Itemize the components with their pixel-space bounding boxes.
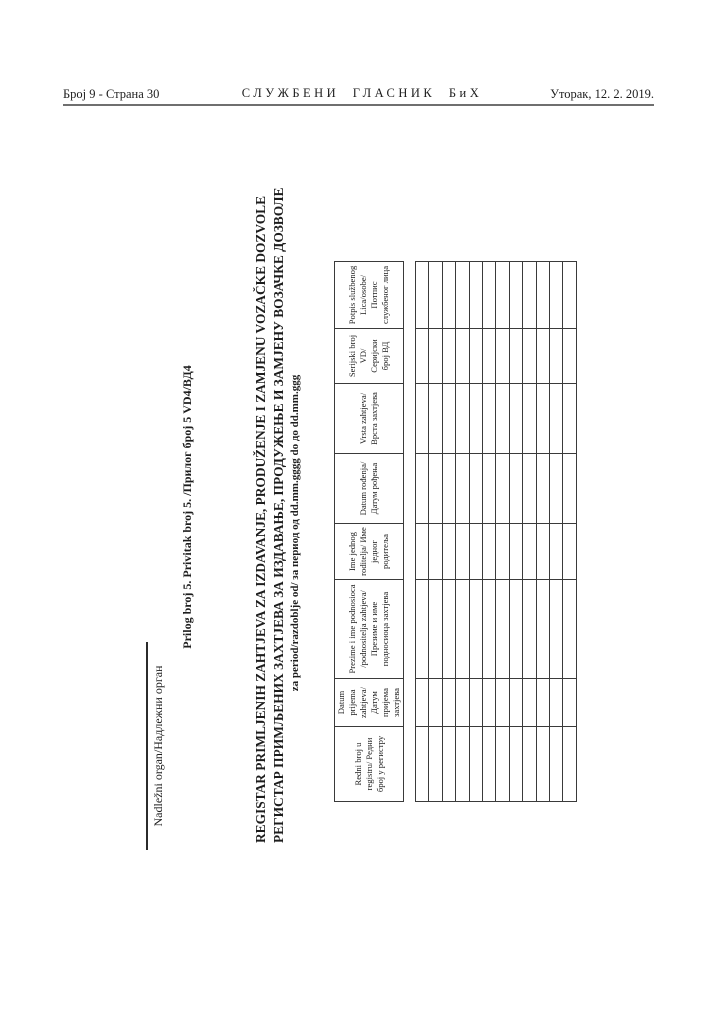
empty-cell bbox=[469, 524, 482, 580]
empty-cell bbox=[482, 262, 495, 329]
table-row bbox=[509, 262, 522, 802]
empty-cell bbox=[442, 679, 455, 727]
empty-cell bbox=[469, 727, 482, 802]
empty-cell bbox=[549, 524, 562, 580]
empty-cell bbox=[523, 329, 536, 384]
column-header: Potpis službenog Lica/osobe/ Потпис службеног лица bbox=[335, 262, 404, 329]
empty-cell bbox=[482, 384, 495, 454]
empty-cell bbox=[509, 384, 522, 454]
landscape-form-sheet bbox=[140, 187, 660, 860]
empty-cell bbox=[509, 454, 522, 524]
header-row bbox=[335, 262, 404, 802]
empty-cell bbox=[442, 384, 455, 454]
empty-cell bbox=[523, 679, 536, 727]
empty-cell bbox=[442, 454, 455, 524]
empty-cell bbox=[496, 679, 509, 727]
empty-cell bbox=[536, 384, 549, 454]
empty-cell bbox=[456, 679, 469, 727]
empty-cell bbox=[456, 454, 469, 524]
table-row bbox=[456, 262, 469, 802]
empty-cell bbox=[442, 329, 455, 384]
empty-cell bbox=[469, 329, 482, 384]
table-row bbox=[496, 262, 509, 802]
empty-cell bbox=[482, 679, 495, 727]
empty-cell bbox=[469, 384, 482, 454]
empty-cell bbox=[549, 727, 562, 802]
empty-cell bbox=[549, 384, 562, 454]
empty-cell bbox=[536, 679, 549, 727]
empty-cell bbox=[456, 524, 469, 580]
column-header: Vrsta zahtjeva/ Врста захтјева bbox=[335, 384, 404, 454]
authority-label: Nadležni organ/Надлежни орган bbox=[151, 665, 165, 827]
empty-cell bbox=[469, 262, 482, 329]
table-row bbox=[549, 262, 562, 802]
column-header: Serijski broj VD/ Серијски број ВД bbox=[335, 329, 404, 384]
column-header: Datum prijema zahtjeva/ Датум пријема захтјева bbox=[335, 679, 404, 727]
column-header: Prezime i ime podnosioca /podnositelja zahtjeva/ Презиме и име подносиоца захтјева bbox=[335, 580, 404, 679]
masthead-rule bbox=[63, 104, 654, 106]
empty-cell bbox=[549, 329, 562, 384]
empty-cell bbox=[416, 580, 429, 679]
empty-cell bbox=[429, 384, 442, 454]
empty-cell bbox=[456, 262, 469, 329]
empty-cell bbox=[549, 262, 562, 329]
empty-cell bbox=[496, 329, 509, 384]
empty-cell bbox=[442, 262, 455, 329]
empty-cell bbox=[509, 329, 522, 384]
empty-cell bbox=[456, 727, 469, 802]
empty-cell bbox=[509, 580, 522, 679]
annex-label: Prilog broj 5. Privitak broj 5. /Прилог број 5 VD4/ВД4 bbox=[180, 365, 194, 649]
form-period-line: za period/razdoblje od/ за период од dd.mm.gggg do до dd.mm.ggg bbox=[289, 374, 302, 692]
empty-cell bbox=[563, 580, 576, 679]
empty-cell bbox=[509, 262, 522, 329]
empty-cell bbox=[482, 580, 495, 679]
empty-cell bbox=[523, 727, 536, 802]
form-title-latin: REGISTAR PRIMLJENIH ZAHTJEVA ZA IZDAVANJE, PRODUŽENJE I ZAMJENU VOZAČKE DOZVOLE bbox=[253, 195, 268, 843]
empty-cell bbox=[536, 524, 549, 580]
empty-cell bbox=[563, 454, 576, 524]
masthead-date: Уторак, 12. 2. 2019. bbox=[550, 87, 654, 101]
register-table bbox=[334, 261, 577, 802]
register-table-body bbox=[415, 261, 577, 802]
table-row bbox=[482, 262, 495, 802]
empty-cell bbox=[482, 727, 495, 802]
table-row bbox=[442, 262, 455, 802]
empty-cell bbox=[416, 384, 429, 454]
empty-cell bbox=[509, 524, 522, 580]
empty-cell bbox=[482, 329, 495, 384]
empty-cell bbox=[536, 262, 549, 329]
empty-cell bbox=[563, 329, 576, 384]
empty-cell bbox=[496, 580, 509, 679]
empty-cell bbox=[496, 454, 509, 524]
empty-cell bbox=[509, 727, 522, 802]
empty-cell bbox=[456, 580, 469, 679]
table-row bbox=[536, 262, 549, 802]
empty-cell bbox=[416, 524, 429, 580]
empty-cell bbox=[442, 524, 455, 580]
empty-cell bbox=[523, 262, 536, 329]
empty-cell bbox=[429, 524, 442, 580]
empty-cell bbox=[416, 454, 429, 524]
empty-cell bbox=[496, 524, 509, 580]
empty-cell bbox=[549, 580, 562, 679]
table-row bbox=[523, 262, 536, 802]
empty-cell bbox=[563, 262, 576, 329]
column-header: Datum rođenja/ Датум рођења bbox=[335, 454, 404, 524]
table-row bbox=[416, 262, 429, 802]
empty-cell bbox=[429, 262, 442, 329]
empty-cell bbox=[496, 727, 509, 802]
form-title-cyrillic: РЕГИСТАР ПРИМЉЕНИХ ЗАХТЈЕВА ЗА ИЗДАВАЊЕ, ПРОДУЖЕЊЕ И ЗАМЈЕНУ ВОЗАЧКЕ ДОЗВОЛЕ bbox=[270, 187, 286, 843]
empty-cell bbox=[482, 524, 495, 580]
empty-cell bbox=[523, 454, 536, 524]
empty-cell bbox=[429, 727, 442, 802]
empty-cell bbox=[536, 727, 549, 802]
empty-cell bbox=[416, 262, 429, 329]
empty-cell bbox=[496, 384, 509, 454]
empty-cell bbox=[416, 679, 429, 727]
empty-cell bbox=[416, 329, 429, 384]
masthead-gazette-title: СЛУЖБЕНИ ГЛАСНИК БиХ bbox=[241, 86, 483, 100]
masthead-issue-page: Број 9 - Страна 30 bbox=[63, 87, 160, 101]
empty-cell bbox=[549, 679, 562, 727]
empty-cell bbox=[496, 262, 509, 329]
empty-cell bbox=[482, 454, 495, 524]
table-row bbox=[469, 262, 482, 802]
empty-cell bbox=[563, 524, 576, 580]
empty-cell bbox=[563, 679, 576, 727]
empty-cell bbox=[469, 679, 482, 727]
form-title-block bbox=[252, 187, 302, 843]
register-table-header bbox=[334, 261, 404, 802]
table-row bbox=[429, 262, 442, 802]
empty-cell bbox=[442, 727, 455, 802]
empty-cell bbox=[456, 329, 469, 384]
empty-cell bbox=[469, 580, 482, 679]
empty-cell bbox=[429, 580, 442, 679]
empty-cell bbox=[536, 580, 549, 679]
table-row bbox=[563, 262, 576, 802]
empty-cell bbox=[563, 384, 576, 454]
empty-cell bbox=[523, 580, 536, 679]
empty-cell bbox=[429, 329, 442, 384]
empty-cell bbox=[429, 679, 442, 727]
empty-cell bbox=[429, 454, 442, 524]
empty-cell bbox=[469, 454, 482, 524]
empty-cell bbox=[523, 384, 536, 454]
empty-cell bbox=[536, 329, 549, 384]
column-header: Redni broj u registru/ Редни број у регистру bbox=[335, 727, 404, 802]
empty-cell bbox=[456, 384, 469, 454]
empty-cell bbox=[549, 454, 562, 524]
empty-cell bbox=[442, 580, 455, 679]
empty-cell bbox=[523, 524, 536, 580]
empty-cell bbox=[509, 679, 522, 727]
authority-fill-line bbox=[146, 642, 166, 850]
empty-cell bbox=[563, 727, 576, 802]
empty-cell bbox=[416, 727, 429, 802]
column-header: Ime jednog roditelja/ Име једног родитеља bbox=[335, 524, 404, 580]
empty-cell bbox=[536, 454, 549, 524]
